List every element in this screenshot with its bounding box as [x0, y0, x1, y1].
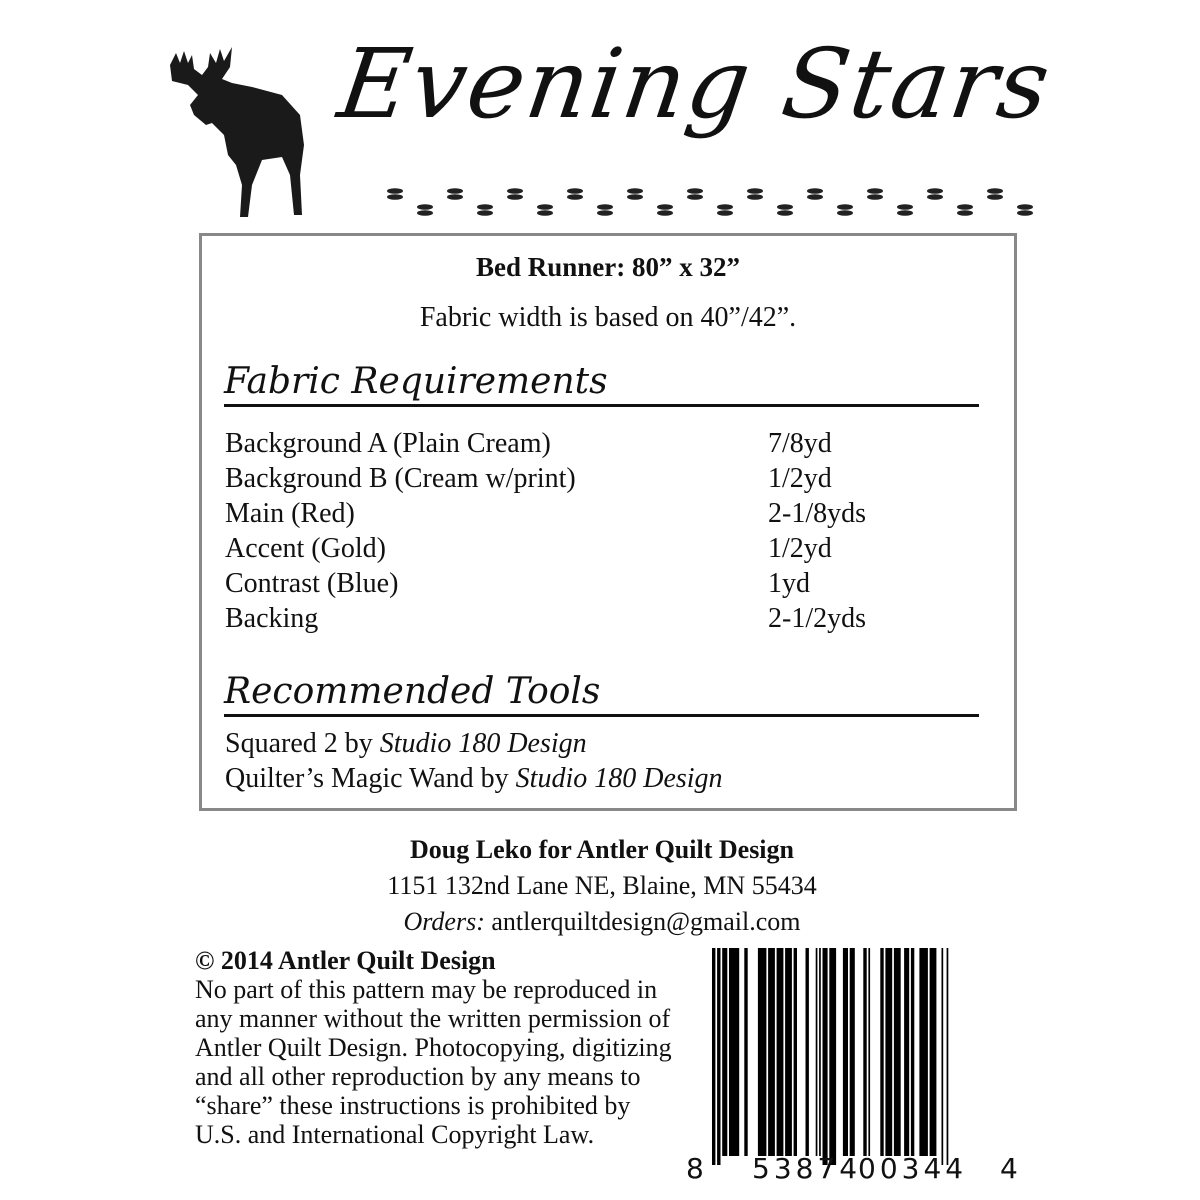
barcode-bar	[785, 948, 792, 1156]
hoof-print-icon	[687, 194, 703, 200]
barcode-bar	[758, 948, 767, 1156]
fabric-name: Accent (Gold)	[225, 533, 386, 564]
fabric-quantity: 2-1/8yds	[768, 498, 866, 529]
barcode-bar	[819, 948, 821, 1156]
fabric-name: Contrast (Blue)	[225, 568, 399, 599]
size-line: Bed Runner: 80” x 32”	[475, 252, 740, 282]
hoof-print-icon	[927, 194, 943, 200]
hoof-print-icon	[747, 194, 763, 200]
barcode-bar	[777, 948, 784, 1156]
barcode-digits-left: 53874	[752, 1152, 862, 1185]
hoof-prints-decoration	[380, 180, 1040, 225]
fabric-name: Background B (Cream w/print)	[225, 463, 576, 494]
hoof-print-icon	[957, 204, 973, 210]
hoof-print-icon	[987, 188, 1003, 194]
hoof-print-icon	[897, 204, 913, 210]
barcode-bar	[919, 948, 928, 1156]
hoof-print-icon	[717, 210, 733, 216]
barcode-bar	[794, 948, 797, 1156]
fabric-name: Main (Red)	[225, 498, 355, 529]
barcode-digit: 8	[686, 1152, 708, 1185]
hoof-print-icon	[417, 204, 433, 210]
recommended-tools-heading: Recommended Tools	[224, 670, 979, 717]
tool-maker: Studio 180 Design	[515, 763, 723, 794]
copyright-text: No part of this pattern may be reproduced in any manner without the written permission of Antler Quilt Design. Photocopying, digitizing and all other reproduction by any means to “share” these instructions is prohibited by U.S. and International Copyright Law.	[195, 975, 672, 1149]
hoof-print-icon	[537, 210, 553, 216]
designer-name: Doug Leko for Antler Quilt Design	[409, 835, 794, 864]
hoof-print-icon	[807, 188, 823, 194]
hoof-print-icon	[957, 210, 973, 216]
hoof-print-icon	[387, 188, 403, 194]
barcode-bar	[806, 948, 809, 1156]
tool-item	[225, 763, 723, 795]
hoof-print-icon	[567, 194, 583, 200]
fabric-quantity: 1/2yd	[768, 463, 832, 494]
hoof-print-icon	[807, 194, 823, 200]
hoof-print-icon	[747, 188, 763, 194]
hoof-print-icon	[417, 210, 433, 216]
barcode-bar	[823, 948, 828, 1165]
hoof-print-icon	[867, 194, 883, 200]
barcode-bar	[717, 948, 720, 1165]
barcode-bar	[942, 948, 944, 1165]
hoof-print-icon	[477, 210, 493, 216]
hoof-print-icon	[1017, 204, 1033, 210]
hoof-print-icon	[567, 188, 583, 194]
barcode-digits-right: 00344	[858, 1152, 968, 1185]
hoof-print-icon	[987, 194, 1003, 200]
hoof-print-icon	[447, 194, 463, 200]
hoof-print-icon	[897, 210, 913, 216]
barcode-bar	[911, 948, 914, 1156]
hoof-print-icon	[597, 204, 613, 210]
hoof-print-icon	[537, 204, 553, 210]
barcode-bar	[947, 948, 949, 1165]
hoof-print-icon	[657, 210, 673, 216]
barcode-bar	[768, 948, 775, 1156]
hoof-print-icon	[597, 210, 613, 216]
barcode-bar	[850, 948, 855, 1156]
fabric-quantity: 1yd	[768, 568, 810, 599]
hoof-print-icon	[777, 204, 793, 210]
barcode-bar	[729, 948, 739, 1156]
barcode	[705, 945, 1005, 1165]
tool-maker: Studio 180 Design	[379, 728, 587, 759]
hoof-print-icon	[777, 210, 793, 216]
barcode-bar	[744, 948, 747, 1156]
barcode-bar	[885, 948, 892, 1156]
fabric-quantity: 2-1/2yds	[768, 603, 866, 634]
hoof-print-icon	[837, 210, 853, 216]
email-link[interactable]: antlerquiltdesign@gmail.com	[491, 907, 801, 936]
hoof-print-icon	[1017, 210, 1033, 216]
barcode-check-digit: 4	[1000, 1152, 1022, 1185]
orders-line	[2, 907, 1200, 937]
hoof-print-icon	[867, 188, 883, 194]
hoof-print-icon	[927, 188, 943, 194]
barcode-bar	[863, 948, 866, 1156]
barcode-bar	[868, 948, 870, 1156]
tool-name: Quilter’s Magic Wand by	[225, 763, 516, 794]
barcode-bar	[816, 948, 818, 1156]
hoof-print-icon	[507, 188, 523, 194]
hoof-print-icon	[657, 204, 673, 210]
tool-name: Squared 2 by	[225, 728, 380, 759]
hoof-print-icon	[627, 188, 643, 194]
hoof-print-icon	[507, 194, 523, 200]
barcode-bar	[829, 948, 836, 1165]
copyright-heading: © 2014 Antler Quilt Design	[195, 946, 496, 975]
hoof-print-icon	[837, 204, 853, 210]
barcode-bar	[880, 948, 883, 1156]
pattern-title: Evening Stars	[332, 28, 1059, 140]
fabric-quantity: 7/8yd	[768, 428, 832, 459]
barcode-bar	[722, 948, 727, 1156]
hoof-print-icon	[627, 194, 643, 200]
barcode-bar	[930, 948, 937, 1156]
tool-item	[225, 728, 587, 760]
fabric-requirements-heading: Fabric Requirements	[224, 360, 979, 407]
hoof-print-icon	[687, 188, 703, 194]
hoof-print-icon	[477, 204, 493, 210]
orders-label: Orders:	[403, 907, 485, 936]
barcode-bar	[894, 948, 901, 1156]
copyright-notice	[195, 946, 675, 1149]
barcode-bar	[712, 948, 715, 1165]
hoof-print-icon	[447, 188, 463, 194]
moose-logo-icon	[162, 45, 312, 220]
barcode-bar	[904, 948, 909, 1156]
fabric-name: Backing	[225, 603, 319, 634]
fabric-quantity: 1/2yd	[768, 533, 832, 564]
fabric-width-note: Fabric width is based on 40”/42”.	[419, 302, 797, 333]
address: 1151 132nd Lane NE, Blaine, MN 55434	[387, 871, 817, 900]
hoof-print-icon	[387, 194, 403, 200]
hoof-print-icon	[717, 204, 733, 210]
barcode-bar	[843, 948, 848, 1156]
fabric-name: Background A (Plain Cream)	[225, 428, 551, 459]
